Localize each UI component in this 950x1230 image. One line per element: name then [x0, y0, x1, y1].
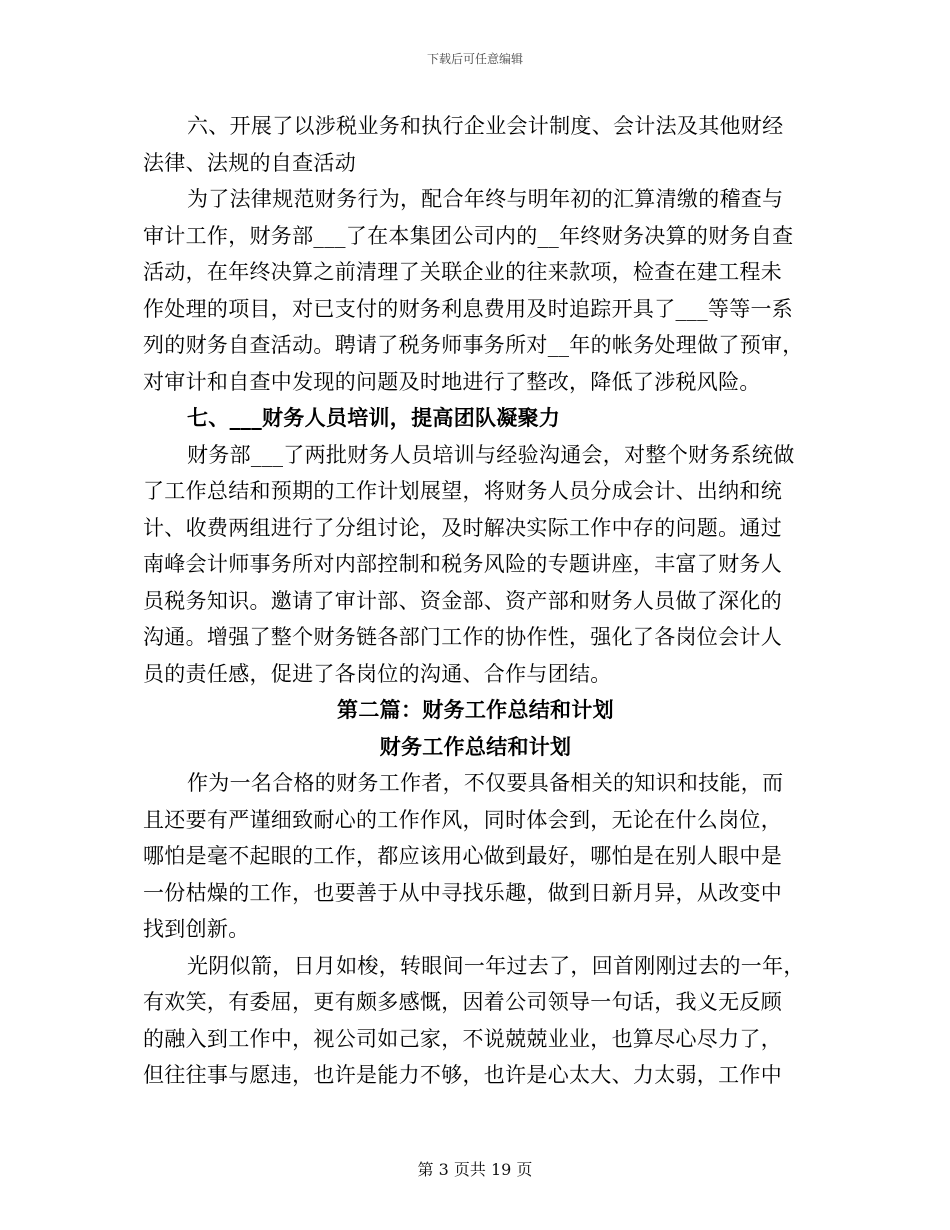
text-line: 南峰会计师事务所对内部控制和税务风险的专题讲座，丰富了财务人: [143, 552, 782, 576]
text-line: 六、开展了以涉税业务和执行企业会计制度、会计法及其他财经: [187, 114, 784, 138]
text-line: 审计工作，财务部___了在本集团公司内的__年终财务决算的财务自查: [143, 223, 794, 248]
text-line: 员的责任感，促进了各岗位的沟通、合作与团结。: [143, 661, 612, 686]
text-line: 了工作总结和预期的工作计划展望，将财务人员分成会计、出纳和统: [143, 479, 782, 503]
text-line: 员税务知识。邀请了审计部、资金部、资产部和财务人员做了深化的: [143, 588, 782, 613]
text-line: 活动，在年终决算之前清理了关联企业的往来款项，检查在建工程未: [143, 260, 782, 284]
text-line: 作为一名合格的财务工作者，不仅要具备相关的知识和技能，而: [187, 771, 784, 795]
text-line: 找到创新。: [143, 917, 250, 941]
section-title: 财务工作总结和计划: [379, 733, 572, 759]
text-line: 的融入到工作中，视公司如己家，不说兢兢业业，也算尽心尽力了，: [143, 1026, 782, 1051]
page-footer: 第 3 页共 19 页: [417, 1160, 533, 1179]
text-line: 财务部___了两批财务人员培训与经验沟通会，对整个财务系统做: [187, 442, 795, 467]
section-title: 第二篇：财务工作总结和计划: [337, 697, 614, 722]
text-line: 有欢笑，有委屈，更有颇多感慨，因着公司领导一句话，我义无反顾: [143, 990, 782, 1014]
section-heading: 七、___财务人员培训，提高团队凝聚力: [187, 405, 561, 430]
page-header-note: 下载后可任意编辑: [426, 52, 523, 66]
text-line: 计、收费两组进行了分组讨论，及时解决实际工作中存的问题。通过: [143, 515, 782, 540]
text-line: 一份枯燥的工作，也要善于从中寻找乐趣，做到日新月异，从改变中: [143, 880, 782, 905]
document-body: [143, 108, 808, 1094]
text-line: 但往往事与愿违，也许是能力不够，也许是心太大、力太弱，工作中: [143, 1063, 782, 1087]
text-line: 列的财务自查活动。聘请了税务师事务所对__年的帐务处理做了预审，: [143, 333, 804, 357]
text-line: 沟通。增强了整个财务链各部门工作的协作性，强化了各岗位会计人: [143, 625, 782, 649]
text-line: 法律、法规的自查活动: [143, 150, 356, 175]
text-line: 光阴似箭，日月如梭，转眼间一年过去了，回首刚刚过去的一年，: [187, 953, 805, 978]
text-line: 哪怕是毫不起眼的工作，都应该用心做到最好，哪怕是在别人眼中是: [143, 844, 782, 868]
text-line: 为了法律规范财务行为，配合年终与明年初的汇算清缴的稽查与: [187, 187, 784, 211]
text-line: 对审计和自查中发现的问题及时地进行了整改，降低了涉税风险。: [143, 369, 761, 394]
text-line: 作处理的项目，对已支付的财务利息费用及时追踪开具了___等等一系: [143, 296, 794, 321]
text-line: 且还要有严谨细致耐心的工作作风，同时体会到，无论在什么岗位，: [143, 807, 782, 832]
